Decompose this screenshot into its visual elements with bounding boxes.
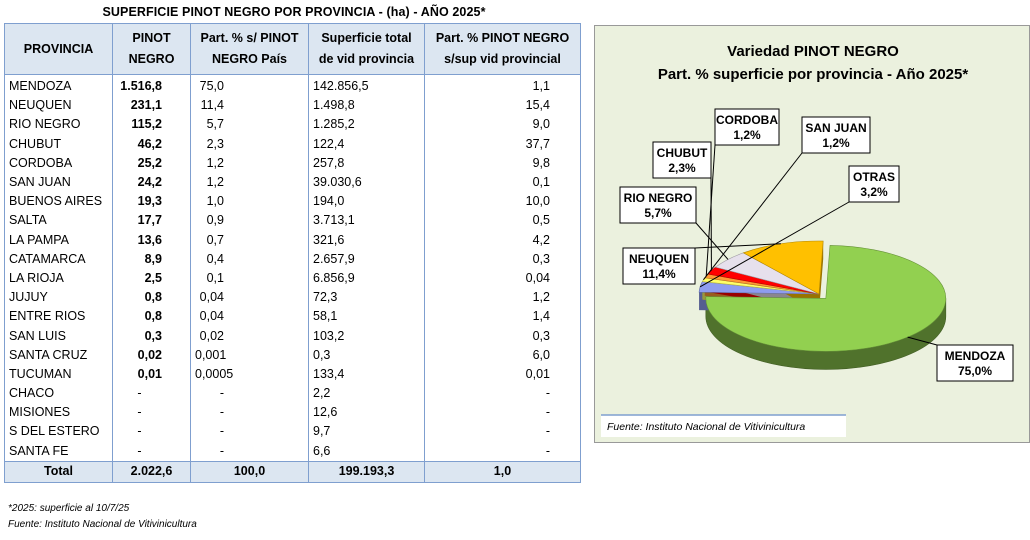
cell-sup-total: 6,6 [309, 442, 425, 462]
cell-provincia: LA PAMPA [5, 231, 113, 250]
col-header-provincia: PROVINCIA [5, 24, 113, 75]
cell-sup-total: 0,3 [309, 346, 425, 365]
cell-part-pais: 0,4 [191, 250, 309, 269]
cell-part-provincial: 37,7 [425, 135, 581, 154]
data-table [4, 23, 581, 483]
cell-part-pais: 0,9 [191, 211, 309, 230]
table-row [5, 346, 581, 365]
cell-provincia: SALTA [5, 211, 113, 230]
cell-sup-total: 142.856,5 [309, 75, 425, 97]
leader-line-rio-negro [696, 223, 728, 259]
cell-sup-total: 257,8 [309, 154, 425, 173]
cell-provincia: JUJUY [5, 288, 113, 307]
cell-part-provincial: - [425, 442, 581, 462]
cell-part-provincial: 0,5 [425, 211, 581, 230]
data-label-name-cordoba: CORDOBA [716, 113, 778, 127]
cell-part-pais: 0,04 [191, 307, 309, 326]
cell-part-provincial: 6,0 [425, 346, 581, 365]
cell-part-pais: 0,0005 [191, 365, 309, 384]
cell-part-provincial: 0,3 [425, 326, 581, 345]
table-row [5, 75, 581, 97]
table-row [5, 231, 581, 250]
cell-pinot-negro: 2,5 [113, 269, 191, 288]
cell-pinot-negro: 24,2 [113, 173, 191, 192]
chart-source: Fuente: Instituto Nacional de Vitivinicultura [607, 421, 806, 433]
table-row [5, 211, 581, 230]
table-row [5, 269, 581, 288]
cell-provincia: SANTA CRUZ [5, 346, 113, 365]
table-row [5, 173, 581, 192]
cell-sup-total: 3.713,1 [309, 211, 425, 230]
cell-provincia: TUCUMAN [5, 365, 113, 384]
cell-provincia: MISIONES [5, 403, 113, 422]
table-row [5, 154, 581, 173]
col-header-part-pais: Part. % s/ PINOT NEGRO País [191, 24, 309, 75]
total-part-pais: 100,0 [191, 461, 309, 482]
chart-subtitle: Part. % superficie por provincia - Año 2025* [657, 66, 969, 83]
table-footnote: *2025: superficie al 10/7/25 [8, 503, 130, 514]
total-part-provincial: 1,0 [425, 461, 581, 482]
total-row [5, 461, 581, 482]
cell-part-provincial: - [425, 403, 581, 422]
cell-sup-total: 122,4 [309, 135, 425, 154]
table-row [5, 135, 581, 154]
cell-part-pais: 1,2 [191, 154, 309, 173]
cell-pinot-negro: 17,7 [113, 211, 191, 230]
chart-panel [594, 25, 1030, 443]
cell-provincia: SAN LUIS [5, 326, 113, 345]
cell-part-pais: - [191, 384, 309, 403]
total-pinot-negro: 2.022,6 [113, 461, 191, 482]
table-row [5, 403, 581, 422]
cell-sup-total: 103,2 [309, 326, 425, 345]
table-row [5, 307, 581, 326]
cell-sup-total: 133,4 [309, 365, 425, 384]
cell-provincia: NEUQUEN [5, 96, 113, 115]
cell-part-provincial: 0,3 [425, 250, 581, 269]
data-label-value-rio-negro: 5,7% [644, 206, 672, 220]
cell-part-pais: 2,3 [191, 135, 309, 154]
cell-sup-total: 12,6 [309, 403, 425, 422]
cell-sup-total: 58,1 [309, 307, 425, 326]
data-label-name-otras: OTRAS [853, 170, 895, 184]
data-label-name-chubut: CHUBUT [656, 146, 708, 160]
data-label-value-cordoba: 1,2% [733, 128, 761, 142]
cell-part-provincial: - [425, 422, 581, 441]
data-label-value-san-juan: 1,2% [822, 136, 850, 150]
data-label-name-neuquen: NEUQUEN [628, 252, 690, 266]
cell-provincia: CATAMARCA [5, 250, 113, 269]
total-label: Total [5, 461, 113, 482]
cell-part-provincial: - [425, 384, 581, 403]
data-label-name-mendoza: MENDOZA [944, 349, 1006, 363]
chart-title: Variedad PINOT NEGRO [727, 43, 899, 60]
cell-sup-total: 6.856,9 [309, 269, 425, 288]
cell-part-pais: - [191, 442, 309, 462]
cell-part-provincial: 0,1 [425, 173, 581, 192]
cell-sup-total: 1.498,8 [309, 96, 425, 115]
cell-part-pais: 11,4 [191, 96, 309, 115]
data-label-name-rio-negro: RIO NEGRO [623, 191, 693, 205]
cell-provincia: SAN JUAN [5, 173, 113, 192]
cell-pinot-negro: - [113, 384, 191, 403]
data-label-value-otras: 3,2% [860, 185, 888, 199]
table-row [5, 442, 581, 462]
table-row [5, 192, 581, 211]
table-title: SUPERFICIE PINOT NEGRO POR PROVINCIA - (ha) - AÑO 2025* [102, 5, 486, 19]
cell-sup-total: 194,0 [309, 192, 425, 211]
table-row [5, 115, 581, 134]
cell-part-provincial: 1,2 [425, 288, 581, 307]
cell-part-provincial: 15,4 [425, 96, 581, 115]
col-header-part-provincial: Part. % PINOT NEGRO s/sup vid provincial [425, 24, 581, 75]
cell-pinot-negro: 0,3 [113, 326, 191, 345]
cell-sup-total: 2,2 [309, 384, 425, 403]
cell-provincia: ENTRE RIOS [5, 307, 113, 326]
cell-part-provincial: 1,1 [425, 75, 581, 97]
data-label-value-neuquen: 11,4% [642, 267, 676, 281]
cell-provincia: RIO NEGRO [5, 115, 113, 134]
data-label-value-mendoza: 75,0% [957, 364, 993, 378]
cell-pinot-negro: 0,8 [113, 307, 191, 326]
cell-part-pais: 5,7 [191, 115, 309, 134]
cell-provincia: MENDOZA [5, 75, 113, 97]
cell-part-pais: 1,2 [191, 173, 309, 192]
cell-sup-total: 9,7 [309, 422, 425, 441]
cell-provincia: CHACO [5, 384, 113, 403]
cell-pinot-negro: - [113, 442, 191, 462]
col-header-sup-total: Superficie total de vid provincia [309, 24, 425, 75]
cell-sup-total: 39.030,6 [309, 173, 425, 192]
cell-pinot-negro: 115,2 [113, 115, 191, 134]
cell-part-pais: 75,0 [191, 75, 309, 97]
cell-pinot-negro: 25,2 [113, 154, 191, 173]
cell-part-provincial: 0,04 [425, 269, 581, 288]
cell-part-pais: - [191, 403, 309, 422]
cell-provincia: CORDOBA [5, 154, 113, 173]
cell-provincia: S DEL ESTERO [5, 422, 113, 441]
cell-provincia: SANTA FE [5, 442, 113, 462]
cell-part-pais: 0,02 [191, 326, 309, 345]
cell-part-pais: 0,7 [191, 231, 309, 250]
cell-part-pais: 0,001 [191, 346, 309, 365]
cell-part-provincial: 4,2 [425, 231, 581, 250]
cell-part-provincial: 9,0 [425, 115, 581, 134]
cell-sup-total: 321,6 [309, 231, 425, 250]
data-label-value-chubut: 2,3% [668, 161, 696, 175]
cell-part-provincial: 9,8 [425, 154, 581, 173]
table-row [5, 326, 581, 345]
cell-part-pais: 0,04 [191, 288, 309, 307]
cell-pinot-negro: 231,1 [113, 96, 191, 115]
cell-sup-total: 72,3 [309, 288, 425, 307]
cell-provincia: CHUBUT [5, 135, 113, 154]
cell-part-provincial: 1,4 [425, 307, 581, 326]
cell-part-provincial: 0,01 [425, 365, 581, 384]
cell-part-pais: 1,0 [191, 192, 309, 211]
cell-sup-total: 2.657,9 [309, 250, 425, 269]
cell-part-pais: 0,1 [191, 269, 309, 288]
cell-provincia: BUENOS AIRES [5, 192, 113, 211]
table-row [5, 96, 581, 115]
pie-chart [595, 26, 1030, 444]
cell-sup-total: 1.285,2 [309, 115, 425, 134]
cell-pinot-negro: 8,9 [113, 250, 191, 269]
col-header-pinot-negro: PINOT NEGRO [113, 24, 191, 75]
cell-provincia: LA RIOJA [5, 269, 113, 288]
data-label-name-san-juan: SAN JUAN [805, 121, 867, 135]
cell-pinot-negro: 13,6 [113, 231, 191, 250]
cell-pinot-negro: 0,8 [113, 288, 191, 307]
table-row [5, 288, 581, 307]
cell-pinot-negro: 0,01 [113, 365, 191, 384]
cell-pinot-negro: 19,3 [113, 192, 191, 211]
table-row [5, 422, 581, 441]
cell-pinot-negro: - [113, 403, 191, 422]
cell-pinot-negro: - [113, 422, 191, 441]
cell-part-provincial: 10,0 [425, 192, 581, 211]
table-row [5, 365, 581, 384]
cell-pinot-negro: 1.516,8 [113, 75, 191, 97]
table-source: Fuente: Instituto Nacional de Vitivinicultura [8, 519, 197, 530]
total-sup-total: 199.193,3 [309, 461, 425, 482]
table-header-row [5, 24, 581, 75]
table-row [5, 384, 581, 403]
cell-pinot-negro: 46,2 [113, 135, 191, 154]
table-row [5, 250, 581, 269]
cell-pinot-negro: 0,02 [113, 346, 191, 365]
cell-part-pais: - [191, 422, 309, 441]
